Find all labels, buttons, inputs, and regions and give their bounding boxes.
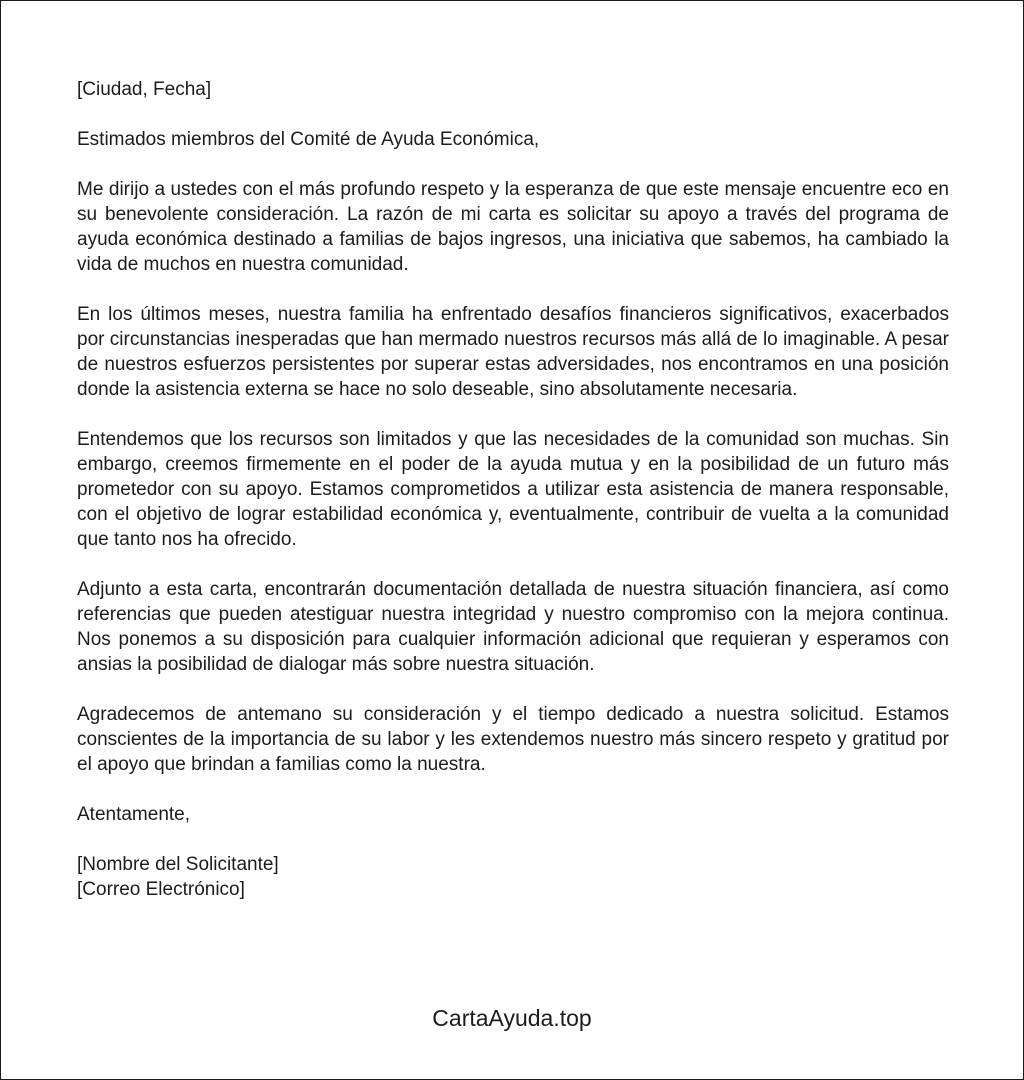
paragraph-request: Me dirijo a ustedes con el más profundo respeto y la esperanza de que este mensaje encuentre eco en su benevolente consideración. La razón de mi carta es solicitar su apoyo a través del programa de ayuda económica destinado a familias de bajos ingresos, una iniciativa que sabemos, ha cambiado la vida de muchos en nuestra comunidad. [77, 179, 949, 275]
letter-body [77, 77, 949, 902]
paragraph-commitment: Entendemos que los recursos son limitados y que las necesidades de la comunidad son muchas. Sin embargo, creemos firmemente en el poder de la ayuda mutua y en la posibilidad de un futuro más prometedor con su apoyo. Estamos comprometidos a utilizar esta asistencia de manera responsable, con el objetivo de lograr estabilidad económica y, eventualmente, contribuir de vuelta a la comunidad que tanto nos ha ofrecido. [77, 429, 949, 550]
greeting-line: Estimados miembros del Comité de Ayuda Económica, [77, 129, 540, 150]
signature-name: [Nombre del Solicitante] [77, 854, 279, 875]
paragraph-attachments: Adjunto a esta carta, encontrarán documentación detallada de nuestra situación financiera, así como referencias que pueden atestiguar nuestra integridad y nuestro compromiso con la mejora continua. Nos ponemos a su disposición para cualquier información adicional que requieran y esperamos con ansias la posibilidad de dialogar más sobre nuestra situación. [77, 579, 949, 675]
signature-email: [Correo Electrónico] [77, 879, 245, 900]
paragraph-thanks: Agradecemos de antemano su consideración y el tiempo dedicado a nuestra solicitud. Estamos conscientes de la importancia de su labor y les extendemos nuestro más sincero respeto y gratitud por el apoyo que brindan a familias como la nuestra. [77, 704, 949, 775]
closing-line: Atentamente, [77, 804, 191, 825]
paragraph-situation: En los últimos meses, nuestra familia ha enfrentado desafíos financieros significativos, exacerbados por circunstancias inesperadas que han mermado nuestros recursos más allá de lo imaginable. A pesar de nuestros esfuerzos persistentes por superar estas adversidades, nos encontramos en una posición donde la asistencia externa se hace no solo deseable, sino absolutamente necesaria. [77, 304, 949, 400]
place-date-line: [Ciudad, Fecha] [77, 79, 212, 100]
signature-block [77, 852, 949, 902]
footer-site-name: CartaAyuda.top [432, 1005, 592, 1031]
